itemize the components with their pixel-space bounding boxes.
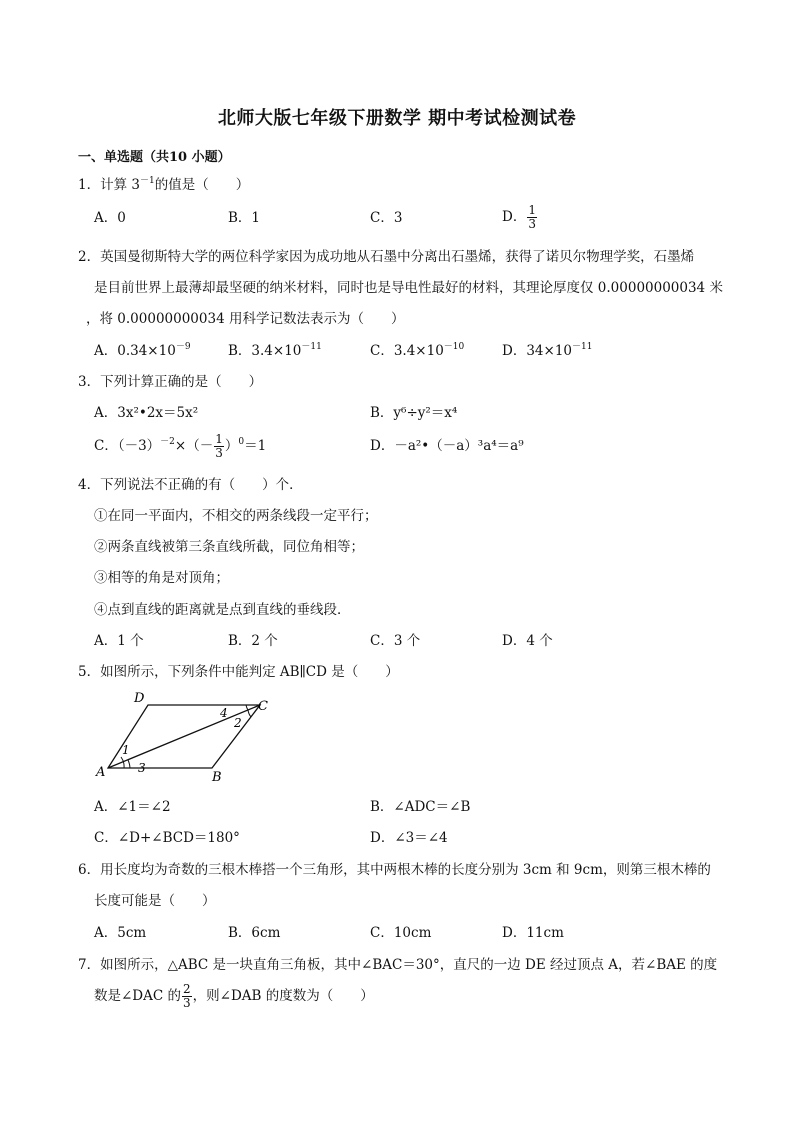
question-2-line-2: 是目前世界上最薄却最坚硬的纳米材料，同时也是导电性最好的材料，其理论厚度仅 0.00000000034 米 (94, 280, 723, 296)
q4-option-d[interactable]: D．4 个 (502, 633, 553, 649)
page-title: 北师大版七年级下册数学 期中考试检测试卷 (217, 108, 577, 129)
question-7-line-1: 7．如图所示，△ABC 是一块直角三角板，其中∠BAC＝30°，直尺的一边 DE 经过顶点 A，若∠BAE 的度 (78, 957, 718, 973)
question-6-line-2: 长度可能是（ ） (94, 893, 216, 909)
question-1: 1．计算 $3^{-1}$的值是（ ） (78, 176, 250, 193)
q5-option-c[interactable]: C．∠D+∠BCD＝180° (94, 830, 240, 846)
q5-option-b[interactable]: B．∠ADC＝∠B (370, 799, 471, 815)
q4-option-a[interactable]: A．1 个 (94, 633, 144, 649)
q4-statement-2: ②两条直线被第三条直线所截，同位角相等； (94, 539, 364, 555)
q2-option-d[interactable]: D．$34\times 10^{-11}$ (502, 342, 593, 359)
label-point-b: B (212, 770, 222, 785)
q4-statement-1: ①在同一平面内，不相交的两条线段一定平行； (94, 508, 378, 524)
q4-option-b[interactable]: B．2 个 (228, 633, 278, 649)
q6-option-d[interactable]: D．11cm (502, 925, 564, 941)
q3-option-a[interactable]: A．3x²•2x＝5x² (94, 405, 199, 421)
q2-option-b[interactable]: B．$3.4\times 10^{-11}$ (228, 342, 322, 359)
q4-statement-4: ④点到直线的距离就是点到直线的垂线段． (94, 602, 351, 618)
angle-label-1: 1 (122, 743, 130, 757)
q2-option-a[interactable]: A．$0.34\times 10^{-9}$ (94, 342, 191, 359)
fraction: $\frac{1}{3}$ (215, 432, 223, 460)
q1-option-d[interactable]: D． $\frac{1}{3}$ (502, 203, 536, 231)
q5-option-a[interactable]: A．∠1＝∠2 (94, 799, 171, 815)
fraction: $\frac{2}{3}$ (183, 982, 191, 1010)
q3-option-b[interactable]: B．y⁶÷y²＝x⁴ (370, 405, 458, 421)
q1-option-c[interactable]: C．3 (370, 210, 403, 226)
q5-option-d[interactable]: D．∠3＝∠4 (370, 830, 448, 846)
question-6-line-1: 6．用长度均为奇数的三根木棒搭一个三角形，其中两根木棒的长度分别为 3cm 和 9cm，则第三根木棒的 (78, 862, 711, 878)
angle-label-3: 3 (138, 761, 146, 775)
q6-option-c[interactable]: C．10cm (370, 925, 432, 941)
q1-option-b[interactable]: B．1 (228, 210, 261, 226)
q2-option-c[interactable]: C．$3.4\times 10^{-10}$ (370, 342, 465, 359)
angle-label-2: 2 (234, 716, 242, 730)
q1-option-a[interactable]: A．0 (94, 210, 126, 226)
q6-option-b[interactable]: B．6cm (228, 925, 281, 941)
question-2-line-3: ，将 0.00000000034 用科学记数法表示为（ ） (86, 311, 405, 327)
section-heading: 一、单选题（共10 小题） (78, 150, 231, 165)
q6-option-a[interactable]: A．5cm (94, 925, 147, 941)
label-point-a: A (96, 765, 106, 780)
question-2-line-1: 2．英国曼彻斯特大学的两位科学家因为成功地从石墨中分离出石墨烯，获得了诺贝尔物理学奖，石墨烯 (78, 249, 695, 265)
q3-option-c[interactable]: C．$(-3)^{-2}\times(-$ $\frac{1}{3}$ ）$^0$＝1 (94, 432, 267, 460)
question-4: 4．下列说法不正确的有（ ）个． (78, 477, 303, 493)
question-7-line-2: 数是∠DAC 的 $\frac{2}{3}$ ，则∠DAB 的度数为（ ） (94, 982, 374, 1010)
fraction: $\frac{1}{3}$ (528, 203, 536, 231)
question-5: 5．如图所示，下列条件中能判定 AB∥CD 是（ ） (78, 664, 399, 680)
label-point-d: D (134, 691, 145, 706)
q4-statement-3: ③相等的角是对顶角； (94, 570, 229, 586)
q5-parallelogram-figure (88, 690, 288, 790)
q4-option-c[interactable]: C．3 个 (370, 633, 421, 649)
angle-label-4: 4 (220, 706, 228, 720)
question-3: 3．下列计算正确的是（ ） (78, 374, 263, 390)
q3-option-d[interactable]: D．－a²•（－a）³a⁴＝a⁹ (370, 438, 524, 454)
label-point-c: C (258, 699, 268, 714)
